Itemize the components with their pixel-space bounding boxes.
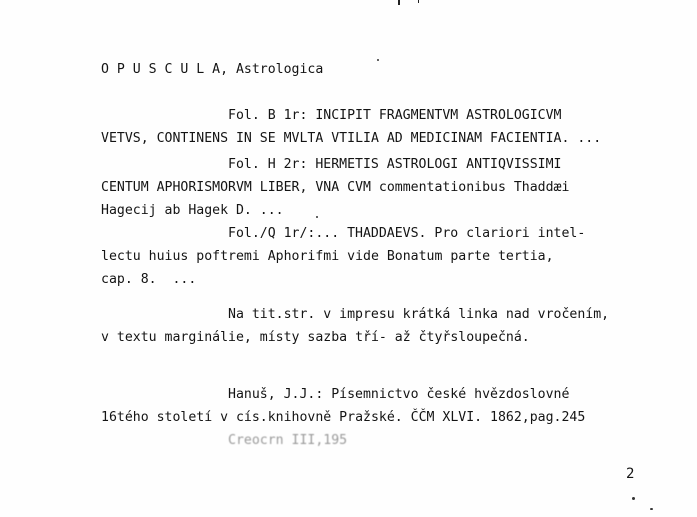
ink-speck — [650, 508, 653, 510]
reference-line: 16tého století v cís.knihovně Pražské. ČČM XLVI. 1862,pag.245 — [101, 410, 586, 425]
entry-line: Fol. H 2r: HERMETIS ASTROLOGI ANTIQVISSIMI — [228, 157, 562, 172]
top-edge-mark — [398, 0, 400, 5]
note-line: v textu marginálie, místy sazba tří- až čtyřsloupečná. — [101, 330, 530, 345]
entry-line: Hagecij ab Hagek D. ... — [101, 203, 284, 218]
note-line: Na tit.str. v impresu krátká linka nad vročením, — [228, 307, 610, 322]
card-title: O P U S C U L A, Astrologica — [101, 62, 324, 77]
entry-line: cap. 8. ... — [101, 272, 197, 287]
ink-speck — [632, 497, 635, 500]
entry-line: lectu huius poftremi Aphorifmi vide Bonatum parte tertia, — [101, 249, 554, 264]
faded-reference: Creocrn III,195 — [228, 433, 348, 448]
ink-speck — [377, 59, 379, 61]
entry-line: Fol./Q 1r/:... THADDAEVS. Pro clariori intel- — [228, 226, 586, 241]
entry-line: VETVS, CONTINENS IN SE MVLTA VTILIA AD MEDICINAM FACIENTIA. ... — [101, 131, 602, 146]
reference-line: Hanuš, J.J.: Písemnictvo české hvězdoslovné — [228, 387, 570, 402]
entry-line: Fol. B 1r: INCIPIT FRAGMENTVM ASTROLOGICVM — [228, 108, 562, 123]
top-edge-mark — [418, 0, 419, 3]
ink-speck — [316, 216, 318, 218]
entry-line: CENTUM APHORISMORVM LIBER, VNA CVM commentationibus Thaddæi — [101, 180, 570, 195]
page-number: 2 — [626, 466, 635, 482]
